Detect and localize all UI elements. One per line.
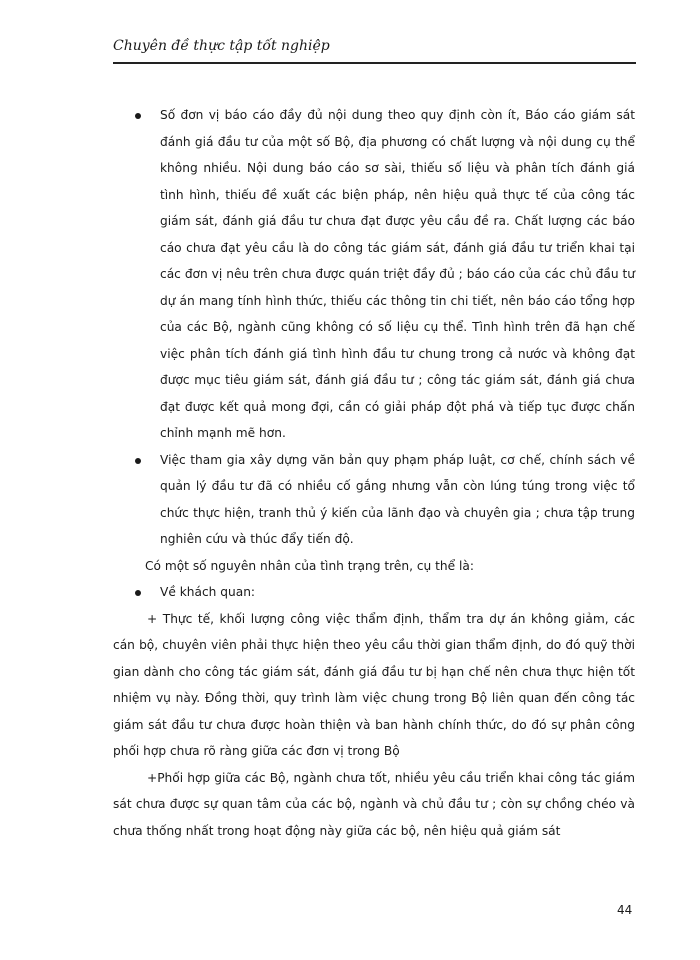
bullet-item [113,579,635,606]
bullet-icon [135,113,141,119]
header-title: Chuyên đề thực tập tốt nghiệp [113,38,330,54]
page-number: 44 [617,903,633,917]
objective-heading: Về khách quan: [160,585,256,599]
page-header [113,36,636,64]
bullet-text-reporting: Số đơn vị báo cáo đầy đủ nội dung theo quy định còn ít, Báo cáo giám sát đánh giá đầu tư của một số Bộ, địa phương có chất lượng và nội dung cụ thể không nhiều. Nội dung báo cáo sơ sài, thiếu số liệu và phân tích đánh giá tình hình, thiếu đề xuất các biện pháp, nên hiệu quả thực tế của công tác giám sát, đánh giá đầu tư chưa đạt được yêu cầu đề ra. Chất lượng các báo cáo chưa đạt yêu cầu là do công tác giám sát, đánh giá đầu tư triển khai tại các đơn vị nêu trên chưa được quán triệt đầy đủ ; báo cáo của các chủ đầu tư dự án mang tính hình thức, thiếu các thông tin chi tiết, nên báo cáo tổng hợp của các Bộ, ngành cũng không có số liệu cụ thể. Tình hình trên đã hạn chế việc phân tích đánh giá tình hình đầu tư chung trong cả nước và không đạt được mục tiêu giám sát, đánh giá đầu tư ; công tác giám sát, đánh giá chưa đạt được kết quả mong đợi, cần có giải pháp đột phá và tiếp tục được chấn chỉnh mạnh mẽ hơn. [160,108,635,440]
paragraph-coordination: +Phối hợp giữa các Bộ, ngành chưa tốt, nhiều yêu cầu triển khai công tác giám sát chưa được sự quan tâm của các bộ, ngành và chủ đầu tư ; còn sự chồng chéo và chưa thống nhất trong hoạt động này giữa các bộ, nên hiệu quả giám sát [113,770,635,838]
document-body [113,102,635,844]
bullet-text-legislation: Việc tham gia xây dựng văn bản quy phạm pháp luật, cơ chế, chính sách về quản lý đầu tư đã có nhiều cố gắng nhưng vẫn còn lúng túng trong việc tổ chức thực hiện, tranh thủ ý kiến của lãnh đạo và chuyên gia ; chưa tập trung nghiên cứu và thúc đẩy tiến độ. [160,452,635,546]
bullet-item [113,102,635,447]
bullet-icon [135,590,141,596]
bullet-item [113,447,635,553]
bullet-icon [135,458,141,464]
cause-intro: Có một số nguyên nhân của tình trạng trên, cụ thể là: [145,558,474,573]
paragraph-workload: + Thực tế, khối lượng công việc thẩm định, thẩm tra dự án không giảm, các cán bộ, chuyên viên phải thực hiện theo yêu cầu thời gian thẩm định, do đó quỹ thời gian dành cho công tác giám sát, đánh giá đầu tư bị hạn chế nên chưa thực hiện tốt nhiệm vụ này. Đồng thời, quy trình làm việc chung trong Bộ liên quan đến công tác giám sát đầu tư chưa được hoàn thiện và ban hành chính thức, do đó sự phân công phối hợp chưa rõ ràng giữa các đơn vị trong Bộ [113,611,635,758]
